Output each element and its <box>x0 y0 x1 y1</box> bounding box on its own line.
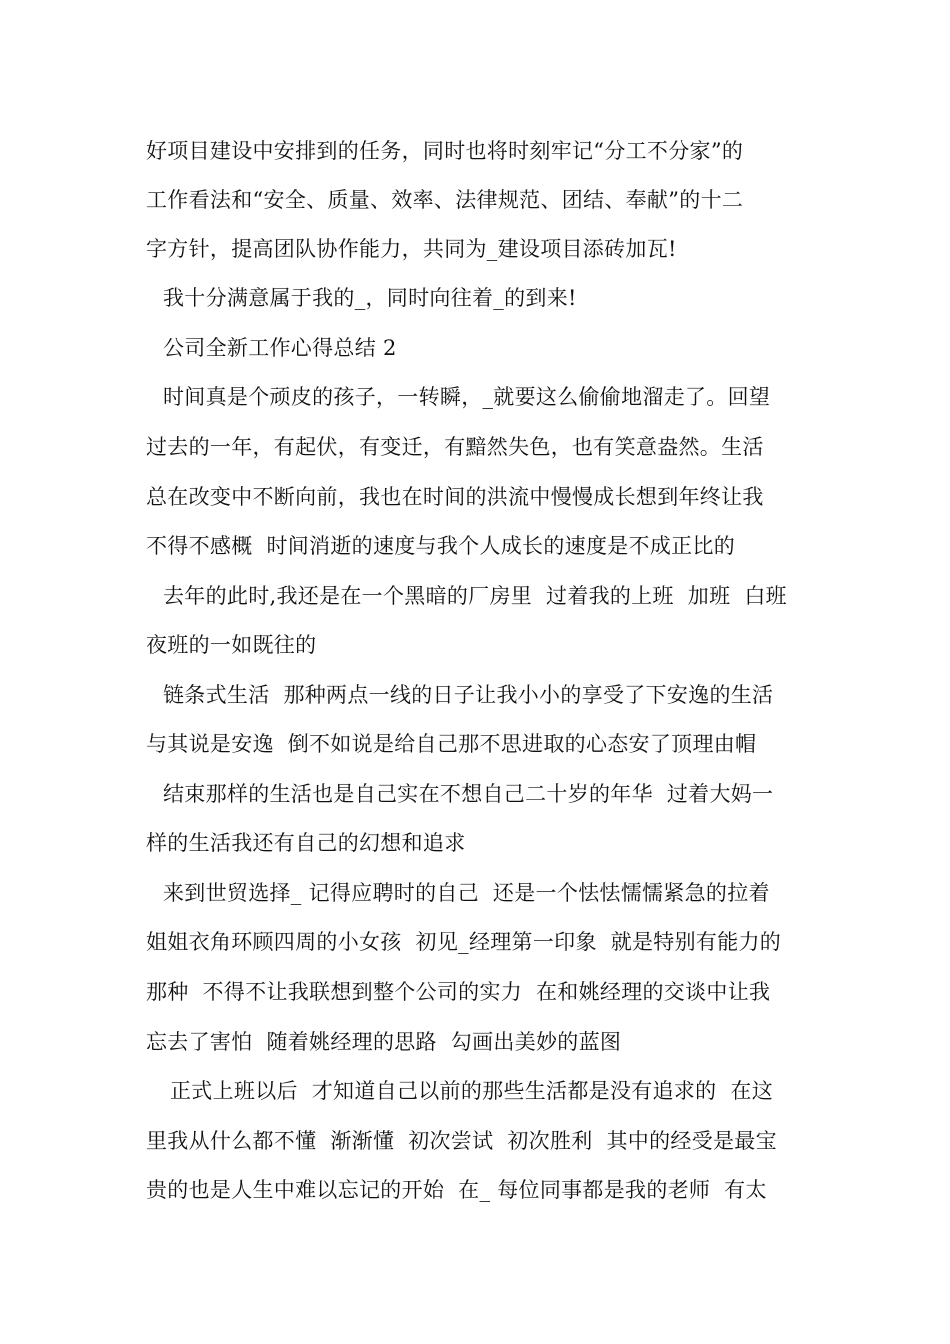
text-line: 去年的此时,我还是在一个黑暗的厂房里 过着我的上班 加班 白班 <box>163 584 787 608</box>
text-line: 夜班的一如既往的 <box>146 633 317 657</box>
text-line: 好项目建设中安排到的任务，同时也将时刻牢记“分工不分家”的 <box>146 139 744 163</box>
text-line: 贵的也是人生中难以忘记的开始 在_ 每位同事都是我的老师 有太 <box>146 1178 767 1202</box>
text-line: 姐姐衣角环顾四周的小女孩 初见_经理第一印象 就是特别有能力的 <box>146 930 782 954</box>
text-line: 工作看法和“安全、质量、效率、法律规范、团结、奉献”的十二 <box>146 188 744 212</box>
section-heading: 公司全新工作心得总结 2 <box>163 336 397 360</box>
text-line: 我十分满意属于我的_，同时向往着_的到来! <box>163 286 577 310</box>
text-line: 过去的一年，有起伏，有变迁，有黯然失色，也有笑意盎然。生活 <box>146 435 764 459</box>
text-line: 结束那样的生活也是自己实在不想自己二十岁的年华 过着大妈一 <box>163 782 774 806</box>
text-line: 那种 不得不让我联想到整个公司的实力 在和姚经理的交谈中让我 <box>146 980 771 1004</box>
text-line: 链条式生活 那种两点一线的日子让我小小的享受了下安逸的生活 <box>163 683 774 707</box>
text-line: 正式上班以后 才知道自己以前的那些生活都是没有追求的 在这 <box>170 1079 773 1103</box>
text-line: 字方针，提高团队协作能力，共同为_建设项目添砖加瓦! <box>146 237 677 261</box>
text-line: 来到世贸选择_ 记得应聘时的自己 还是一个怯怯懦懦紧急的拉着 <box>163 881 770 905</box>
text-line: 与其说是安逸 倒不如说是给自己那不思进取的心态安了顶理由帽 <box>146 732 757 756</box>
text-line: 里我从什么都不懂 渐渐懂 初次尝试 初次胜利 其中的经受是最宝 <box>146 1129 777 1153</box>
text-line: 总在改变中不断向前，我也在时间的洪流中慢慢成长想到年终让我 <box>146 485 764 509</box>
text-line: 忘去了害怕 随着姚经理的思路 勾画出美妙的蓝图 <box>146 1030 622 1054</box>
text-line: 时间真是个顽皮的孩子，一转瞬，_就要这么偷偷地溜走了。回望 <box>163 385 771 409</box>
text-line: 样的生活我还有自己的幻想和追求 <box>146 831 466 855</box>
text-line: 不得不感概 时间消逝的速度与我个人成长的速度是不成正比的 <box>146 534 736 558</box>
